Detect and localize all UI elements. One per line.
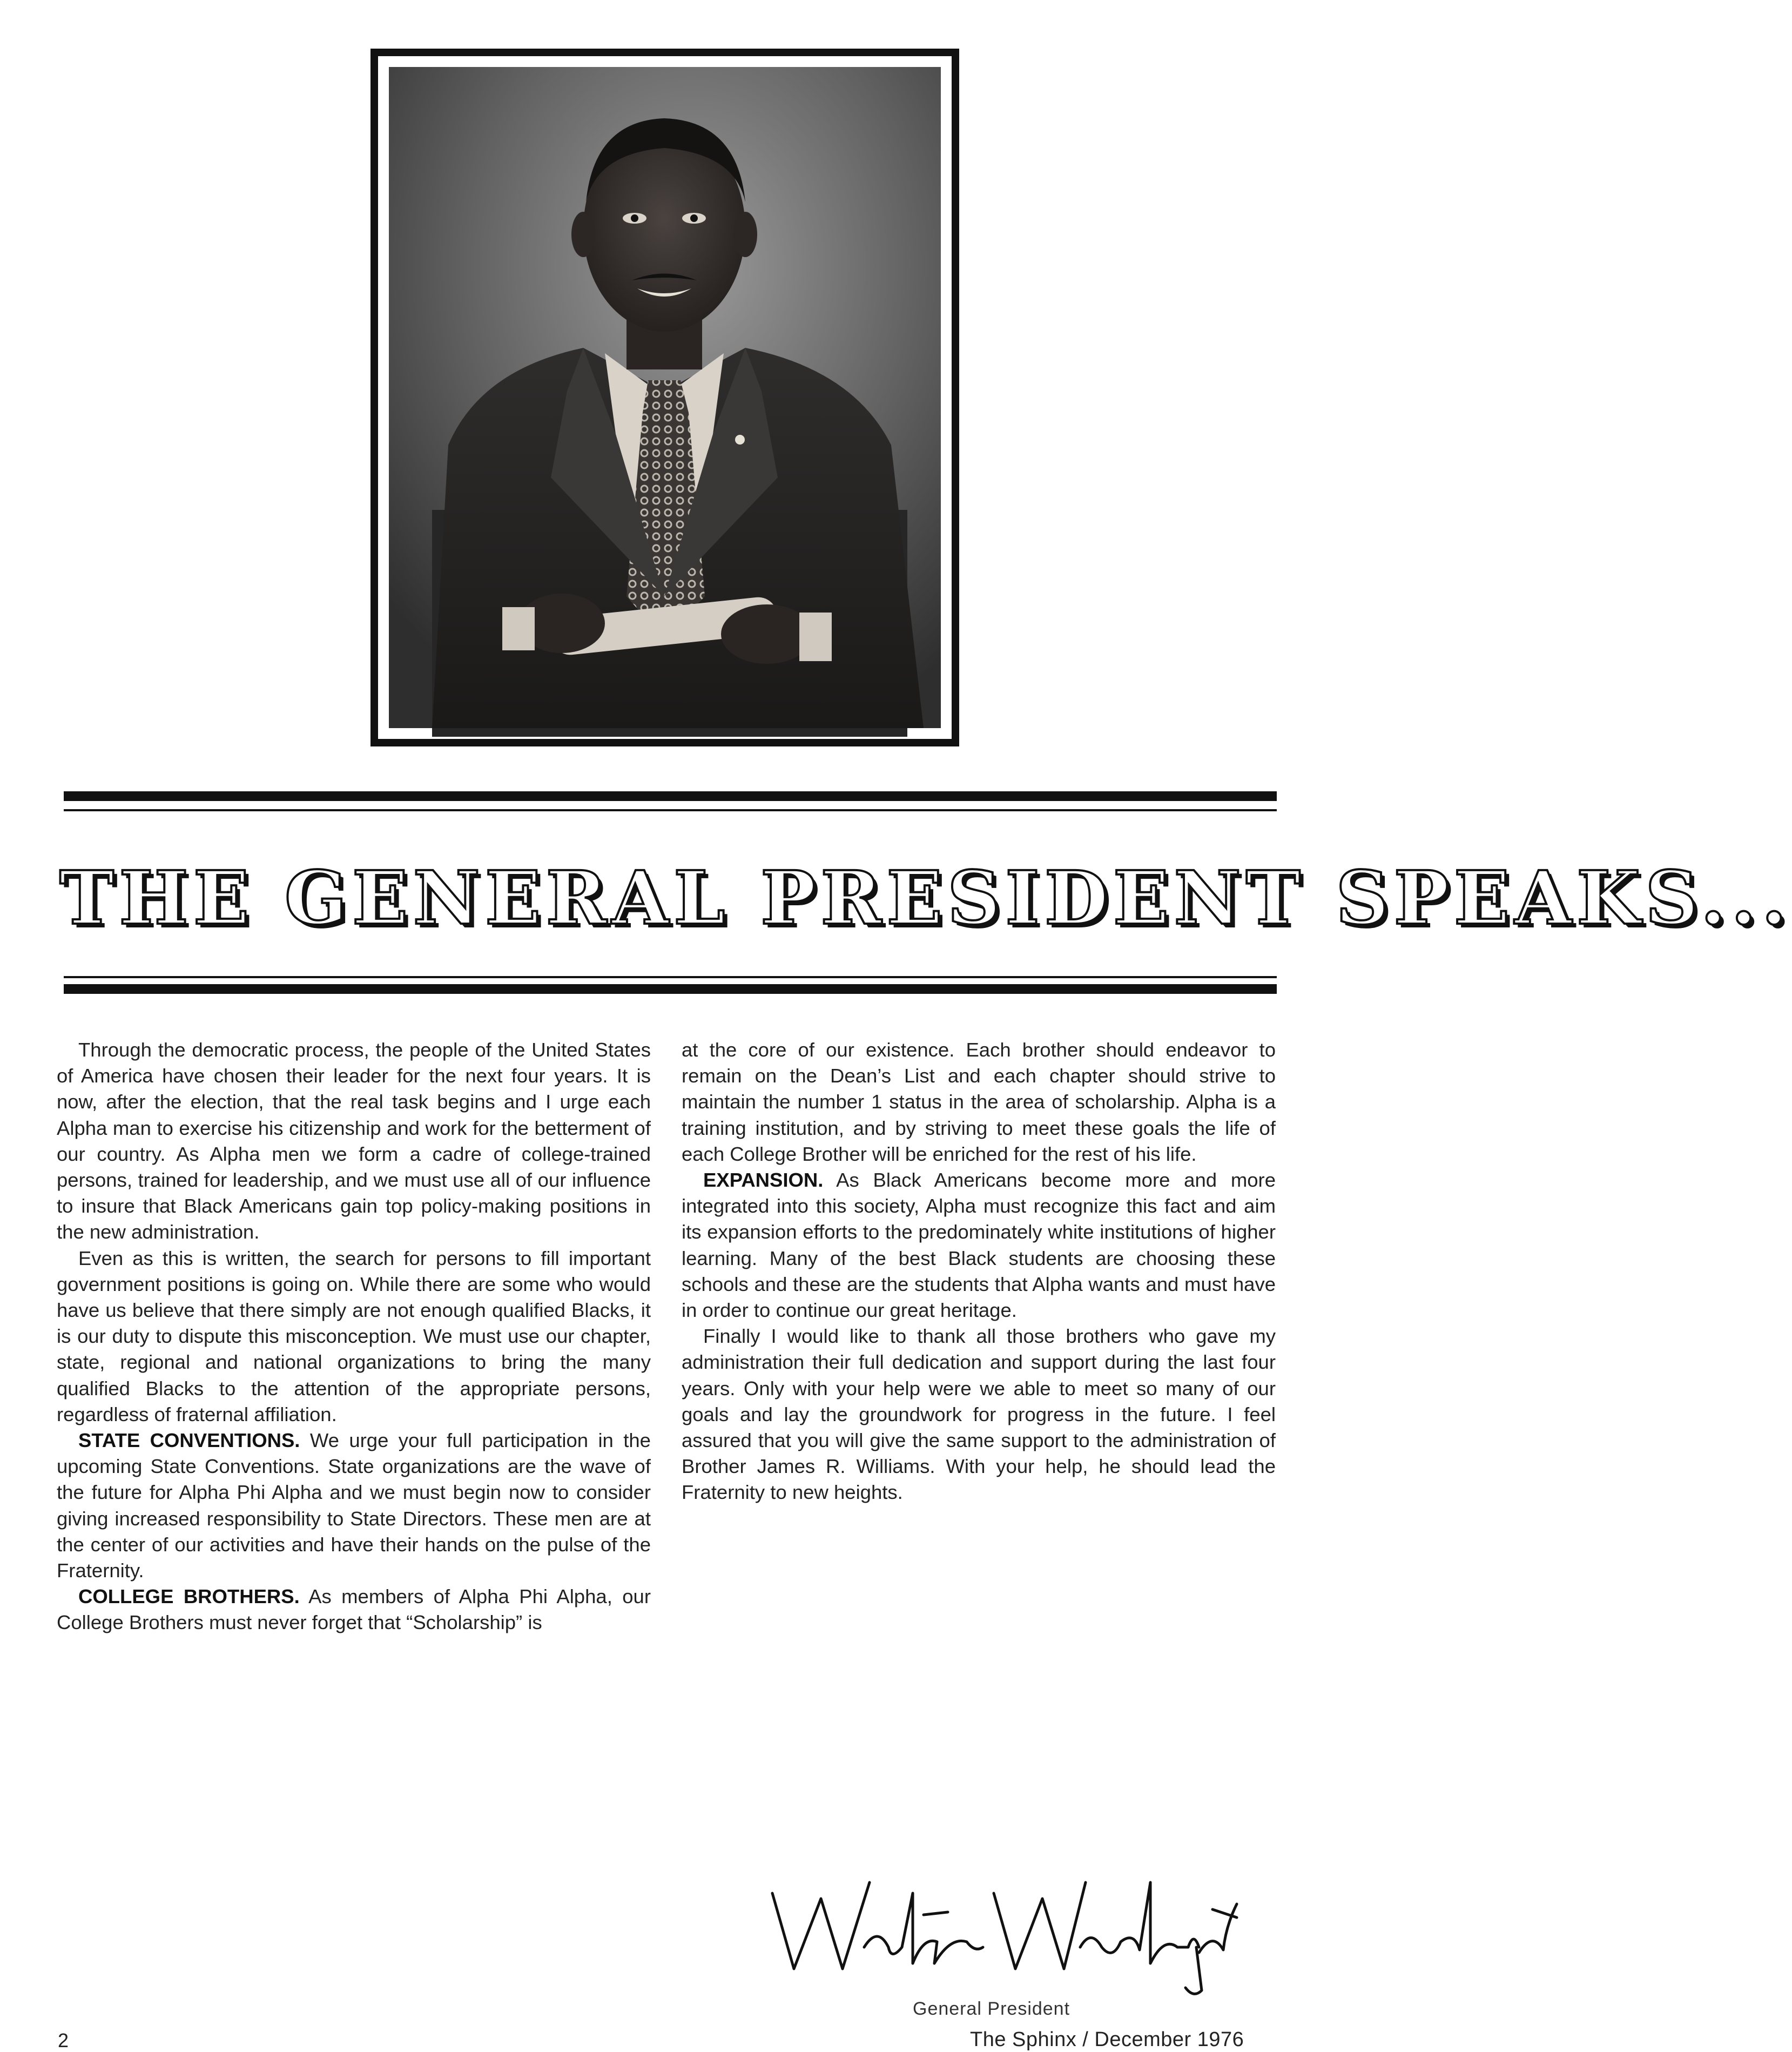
paragraph	[57, 1584, 651, 1636]
paragraph: Even as this is written, the search for persons to fill important government positions is going on. While there are some who would have us believe that there simply are not enough qualified Blacks, it is our duty to dispute this misconception. We must use our chapter, state, regional and national organizations to bring the many qualified Blacks to the attention of the appropriate persons, regardless of fraternal affiliation.	[57, 1247, 651, 1425]
paragraph-text: We urge your full participation in the upcoming State Conventions. State organizations are the wave of the future for Alpha Phi Alpha and we must begin now to consider giving increased responsibility to State Directors. These men are at the center of our activities and have their hands on the pulse of the Fraternity.	[57, 1429, 651, 1582]
portrait-illustration	[389, 67, 941, 728]
bottom-rule-thick	[64, 984, 1277, 994]
paragraph-text: As members of Alpha Phi Alpha, our College Brothers must never forget that “Scholarship” is	[57, 1585, 651, 1634]
bottom-rule-thin	[64, 976, 1277, 978]
section-heading: EXPANSION.	[703, 1169, 824, 1192]
section-heading: STATE CONVENTIONS.	[78, 1429, 300, 1452]
paragraph-text: As Black Americans become more and more integrated into this society, Alpha must recognize this fact and aim its expansion efforts to the predominately white institutions of higher learning. Many of the best Black students are choosing these schools and these are the students that Alpha wants and must have in order to continue our great heritage.	[682, 1169, 1276, 1322]
signature-title: General President	[913, 1999, 1070, 2019]
paragraph: Finally I would like to thank all those brothers who gave my administration their full dedication and support during the last four years. Only with your help were we able to meet so many of our goals and lay the groundwork for progress in the future. I feel assured that you will give the same support to the administration of Brother James R. Williams. With your help, he should lead the Fraternity to new heights.	[682, 1325, 1276, 1504]
paragraph	[57, 1428, 651, 1584]
handwritten-signature	[762, 1861, 1248, 2001]
right-column	[682, 1037, 1276, 1506]
portrait-photo	[370, 49, 959, 746]
top-rule-thick	[64, 791, 1277, 801]
paragraph: Through the democratic process, the people of the United States of America have chosen their leader for the next four years. It is now, after the election, that the real task begins and I urge each Alpha man to exercise his citizenship and work for the betterment of our country. As Alpha men we form a cadre of college-trained persons, trained for leadership, and we must use all of our influence to insure that Black Americans gain top policy-making positions in the new administration.	[57, 1039, 651, 1243]
section-heading: COLLEGE BROTHERS.	[78, 1585, 300, 1608]
left-column	[57, 1037, 651, 1636]
top-rule-thin	[64, 809, 1277, 811]
paragraph: at the core of our existence. Each brother should endeavor to remain on the Dean’s List and each chapter should strive to maintain the number 1 status in the area of scholarship. Alpha is a training institution, and by striving to meet these goals the life of each College Brother will be enriched for the rest of his life.	[682, 1039, 1276, 1165]
publication-line: The Sphinx / December 1976	[970, 2028, 1244, 2051]
portrait-image	[389, 67, 941, 728]
page-number: 2	[58, 2029, 69, 2051]
paragraph	[682, 1167, 1276, 1323]
headline: THE GENERAL PRESIDENT SPEAKS...	[59, 855, 1792, 941]
